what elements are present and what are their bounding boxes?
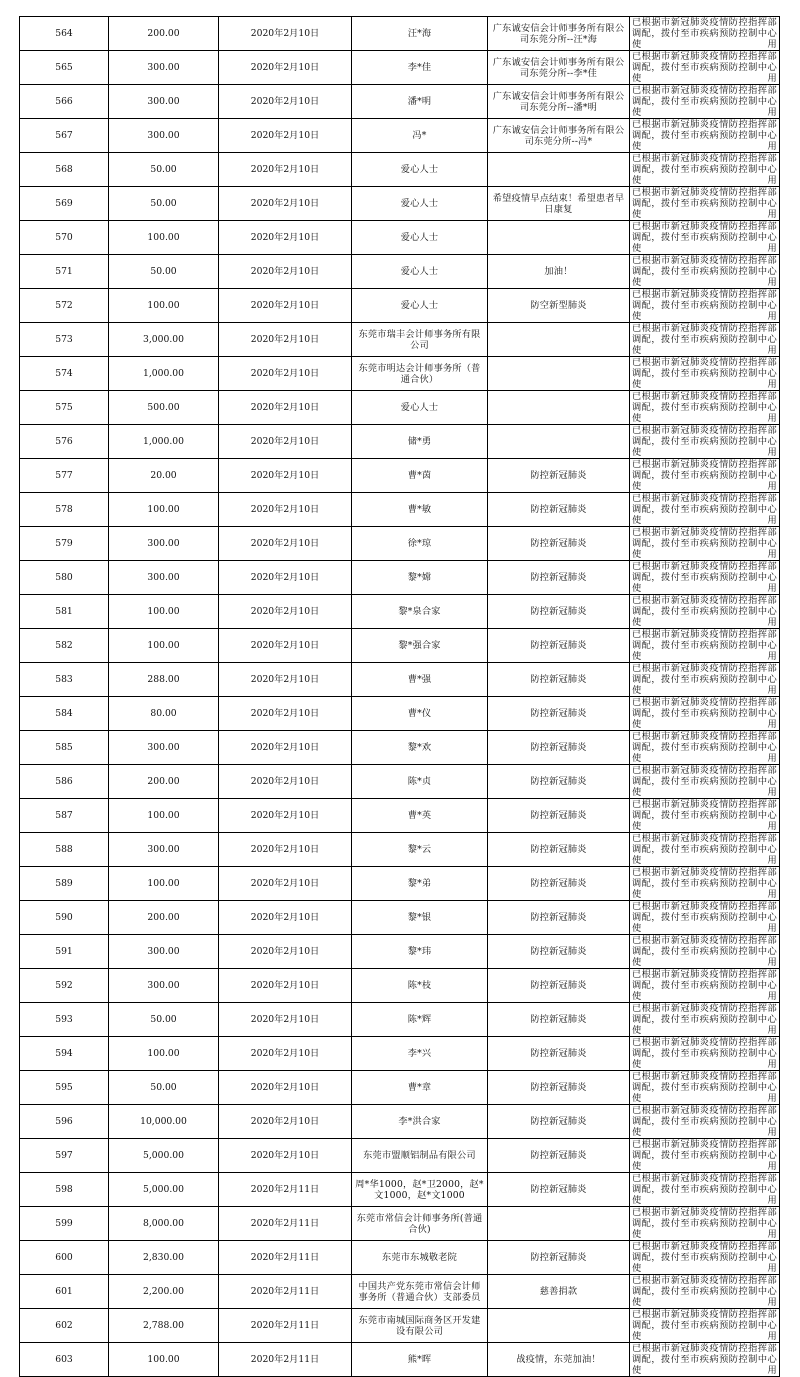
- donor-name-cell: 陈*辉: [352, 1003, 488, 1037]
- donation-amount-cell: 2,200.00: [109, 1275, 219, 1309]
- serial-number-cell: 597: [20, 1139, 109, 1173]
- table-row: [20, 17, 780, 51]
- table-row: [20, 1105, 780, 1139]
- donor-message-cell: 防控新冠肺炎: [488, 1105, 630, 1139]
- donation-date-cell: 2020年2月11日: [219, 1241, 352, 1275]
- fund-usage-cell: 已根据市新冠肺炎疫情防控指挥部调配，拨付至市疾病预防控制中心使用: [630, 901, 780, 935]
- donor-name-cell: 曹*强: [352, 663, 488, 697]
- donation-date-cell: 2020年2月10日: [219, 1139, 352, 1173]
- donation-date-cell: 2020年2月10日: [219, 391, 352, 425]
- table-row: [20, 1343, 780, 1377]
- serial-number-cell: 598: [20, 1173, 109, 1207]
- serial-number-cell: 587: [20, 799, 109, 833]
- donor-name-cell: 东莞市南城国际商务区开发建设有限公司: [352, 1309, 488, 1343]
- donation-date-cell: 2020年2月10日: [219, 833, 352, 867]
- donor-message-cell: 防控新冠肺炎: [488, 663, 630, 697]
- donation-date-cell: 2020年2月10日: [219, 493, 352, 527]
- donation-amount-cell: 80.00: [109, 697, 219, 731]
- table-row: [20, 51, 780, 85]
- donation-date-cell: 2020年2月11日: [219, 1343, 352, 1377]
- table-row: [20, 969, 780, 1003]
- donation-amount-cell: 300.00: [109, 119, 219, 153]
- serial-number-cell: 582: [20, 629, 109, 663]
- fund-usage-cell: 已根据市新冠肺炎疫情防控指挥部调配，拨付至市疾病预防控制中心使用: [630, 85, 780, 119]
- table-row: [20, 1241, 780, 1275]
- donation-ledger-table: [19, 16, 780, 1377]
- fund-usage-cell: 已根据市新冠肺炎疫情防控指挥部调配，拨付至市疾病预防控制中心使用: [630, 1173, 780, 1207]
- donation-date-cell: 2020年2月10日: [219, 1071, 352, 1105]
- donation-amount-cell: 100.00: [109, 221, 219, 255]
- table-row: [20, 1071, 780, 1105]
- donation-date-cell: 2020年2月11日: [219, 1275, 352, 1309]
- donation-amount-cell: 50.00: [109, 1003, 219, 1037]
- donation-amount-cell: 50.00: [109, 187, 219, 221]
- donor-message-cell: 防控新冠肺炎: [488, 969, 630, 1003]
- donor-name-cell: 黎*玮: [352, 935, 488, 969]
- donor-name-cell: 周*华1000，赵*卫2000，赵*文1000，赵*文1000: [352, 1173, 488, 1207]
- donor-name-cell: 东莞市东城敬老院: [352, 1241, 488, 1275]
- donor-name-cell: 黎*云: [352, 833, 488, 867]
- serial-number-cell: 574: [20, 357, 109, 391]
- donation-date-cell: 2020年2月10日: [219, 595, 352, 629]
- serial-number-cell: 565: [20, 51, 109, 85]
- donor-message-cell: [488, 425, 630, 459]
- donation-amount-cell: 300.00: [109, 833, 219, 867]
- donation-amount-cell: 100.00: [109, 493, 219, 527]
- fund-usage-cell: 已根据市新冠肺炎疫情防控指挥部调配，拨付至市疾病预防控制中心使用: [630, 1207, 780, 1241]
- donor-message-cell: [488, 1309, 630, 1343]
- donation-amount-cell: 50.00: [109, 1071, 219, 1105]
- donation-date-cell: 2020年2月10日: [219, 799, 352, 833]
- donation-amount-cell: 288.00: [109, 663, 219, 697]
- fund-usage-cell: 已根据市新冠肺炎疫情防控指挥部调配，拨付至市疾病预防控制中心使用: [630, 119, 780, 153]
- table-row: [20, 187, 780, 221]
- donor-message-cell: [488, 1207, 630, 1241]
- table-row: [20, 629, 780, 663]
- fund-usage-cell: 已根据市新冠肺炎疫情防控指挥部调配，拨付至市疾病预防控制中心使用: [630, 731, 780, 765]
- donation-date-cell: 2020年2月10日: [219, 561, 352, 595]
- donation-amount-cell: 1,000.00: [109, 357, 219, 391]
- table-row: [20, 527, 780, 561]
- donation-date-cell: 2020年2月10日: [219, 1105, 352, 1139]
- table-row: [20, 799, 780, 833]
- donation-date-cell: 2020年2月10日: [219, 425, 352, 459]
- fund-usage-cell: 已根据市新冠肺炎疫情防控指挥部调配，拨付至市疾病预防控制中心使用: [630, 1309, 780, 1343]
- donor-name-cell: 曹*茵: [352, 459, 488, 493]
- donation-date-cell: 2020年2月10日: [219, 527, 352, 561]
- serial-number-cell: 581: [20, 595, 109, 629]
- fund-usage-cell: 已根据市新冠肺炎疫情防控指挥部调配，拨付至市疾病预防控制中心使用: [630, 255, 780, 289]
- donor-name-cell: 储*勇: [352, 425, 488, 459]
- donor-name-cell: 熊*晖: [352, 1343, 488, 1377]
- serial-number-cell: 577: [20, 459, 109, 493]
- donation-amount-cell: 5,000.00: [109, 1139, 219, 1173]
- donor-name-cell: 爱心人士: [352, 153, 488, 187]
- donation-amount-cell: 300.00: [109, 935, 219, 969]
- serial-number-cell: 596: [20, 1105, 109, 1139]
- table-row: [20, 85, 780, 119]
- donor-message-cell: [488, 221, 630, 255]
- donor-message-cell: 防控新冠肺炎: [488, 731, 630, 765]
- fund-usage-cell: 已根据市新冠肺炎疫情防控指挥部调配，拨付至市疾病预防控制中心使用: [630, 1037, 780, 1071]
- serial-number-cell: 575: [20, 391, 109, 425]
- table-row: [20, 255, 780, 289]
- donor-message-cell: [488, 391, 630, 425]
- donation-amount-cell: 300.00: [109, 969, 219, 1003]
- table-row: [20, 833, 780, 867]
- serial-number-cell: 599: [20, 1207, 109, 1241]
- donation-date-cell: 2020年2月11日: [219, 1309, 352, 1343]
- donor-message-cell: 防控新冠肺炎: [488, 833, 630, 867]
- donation-amount-cell: 3,000.00: [109, 323, 219, 357]
- table-row: [20, 663, 780, 697]
- fund-usage-cell: 已根据市新冠肺炎疫情防控指挥部调配，拨付至市疾病预防控制中心使用: [630, 323, 780, 357]
- donor-name-cell: 曹*英: [352, 799, 488, 833]
- fund-usage-cell: 已根据市新冠肺炎疫情防控指挥部调配，拨付至市疾病预防控制中心使用: [630, 17, 780, 51]
- donor-message-cell: 防控新冠肺炎: [488, 1241, 630, 1275]
- fund-usage-cell: 已根据市新冠肺炎疫情防控指挥部调配，拨付至市疾病预防控制中心使用: [630, 1343, 780, 1377]
- donation-date-cell: 2020年2月10日: [219, 221, 352, 255]
- donation-amount-cell: 300.00: [109, 85, 219, 119]
- donor-name-cell: 陈*枝: [352, 969, 488, 1003]
- fund-usage-cell: 已根据市新冠肺炎疫情防控指挥部调配，拨付至市疾病预防控制中心使用: [630, 221, 780, 255]
- serial-number-cell: 579: [20, 527, 109, 561]
- donation-amount-cell: 100.00: [109, 1037, 219, 1071]
- serial-number-cell: 570: [20, 221, 109, 255]
- donation-date-cell: 2020年2月10日: [219, 51, 352, 85]
- donor-name-cell: 黎*嫦: [352, 561, 488, 595]
- fund-usage-cell: 已根据市新冠肺炎疫情防控指挥部调配，拨付至市疾病预防控制中心使用: [630, 799, 780, 833]
- serial-number-cell: 593: [20, 1003, 109, 1037]
- donor-message-cell: 防控新冠肺炎: [488, 799, 630, 833]
- donation-amount-cell: 100.00: [109, 1343, 219, 1377]
- table-row: [20, 1003, 780, 1037]
- fund-usage-cell: 已根据市新冠肺炎疫情防控指挥部调配，拨付至市疾病预防控制中心使用: [630, 1003, 780, 1037]
- serial-number-cell: 603: [20, 1343, 109, 1377]
- fund-usage-cell: 已根据市新冠肺炎疫情防控指挥部调配，拨付至市疾病预防控制中心使用: [630, 663, 780, 697]
- donor-message-cell: 防控新冠肺炎: [488, 493, 630, 527]
- donation-date-cell: 2020年2月10日: [219, 153, 352, 187]
- donor-message-cell: [488, 323, 630, 357]
- serial-number-cell: 564: [20, 17, 109, 51]
- fund-usage-cell: 已根据市新冠肺炎疫情防控指挥部调配，拨付至市疾病预防控制中心使用: [630, 527, 780, 561]
- fund-usage-cell: 已根据市新冠肺炎疫情防控指挥部调配，拨付至市疾病预防控制中心使用: [630, 153, 780, 187]
- ledger-body: [20, 17, 780, 1377]
- fund-usage-cell: 已根据市新冠肺炎疫情防控指挥部调配，拨付至市疾病预防控制中心使用: [630, 969, 780, 1003]
- table-row: [20, 1037, 780, 1071]
- serial-number-cell: 585: [20, 731, 109, 765]
- donation-date-cell: 2020年2月10日: [219, 357, 352, 391]
- donation-amount-cell: 20.00: [109, 459, 219, 493]
- fund-usage-cell: 已根据市新冠肺炎疫情防控指挥部调配，拨付至市疾病预防控制中心使用: [630, 765, 780, 799]
- donation-amount-cell: 2,830.00: [109, 1241, 219, 1275]
- donation-date-cell: 2020年2月10日: [219, 119, 352, 153]
- donation-amount-cell: 100.00: [109, 629, 219, 663]
- donation-amount-cell: 1,000.00: [109, 425, 219, 459]
- donor-name-cell: 黎*弟: [352, 867, 488, 901]
- donor-message-cell: 广东诚安信会计师事务所有限公司东莞分所--冯*: [488, 119, 630, 153]
- serial-number-cell: 602: [20, 1309, 109, 1343]
- donor-name-cell: 爱心人士: [352, 187, 488, 221]
- table-row: [20, 867, 780, 901]
- serial-number-cell: 583: [20, 663, 109, 697]
- donor-name-cell: 爱心人士: [352, 391, 488, 425]
- fund-usage-cell: 已根据市新冠肺炎疫情防控指挥部调配，拨付至市疾病预防控制中心使用: [630, 935, 780, 969]
- table-row: [20, 935, 780, 969]
- donor-name-cell: 陈*贞: [352, 765, 488, 799]
- donor-message-cell: 广东诚安信会计师事务所有限公司东莞分所--汪*海: [488, 17, 630, 51]
- fund-usage-cell: 已根据市新冠肺炎疫情防控指挥部调配，拨付至市疾病预防控制中心使用: [630, 867, 780, 901]
- serial-number-cell: 586: [20, 765, 109, 799]
- table-row: [20, 119, 780, 153]
- table-row: [20, 1173, 780, 1207]
- fund-usage-cell: 已根据市新冠肺炎疫情防控指挥部调配，拨付至市疾病预防控制中心使用: [630, 629, 780, 663]
- fund-usage-cell: 已根据市新冠肺炎疫情防控指挥部调配，拨付至市疾病预防控制中心使用: [630, 357, 780, 391]
- donation-date-cell: 2020年2月10日: [219, 1003, 352, 1037]
- donation-date-cell: 2020年2月10日: [219, 323, 352, 357]
- donation-date-cell: 2020年2月10日: [219, 289, 352, 323]
- donor-name-cell: 李*洪合家: [352, 1105, 488, 1139]
- serial-number-cell: 568: [20, 153, 109, 187]
- donor-name-cell: 冯*: [352, 119, 488, 153]
- donation-date-cell: 2020年2月11日: [219, 1207, 352, 1241]
- donor-name-cell: 东莞市瑞丰会计师事务所有限公司: [352, 323, 488, 357]
- table-row: [20, 765, 780, 799]
- donor-message-cell: 防控新冠肺炎: [488, 697, 630, 731]
- donor-name-cell: 东莞市常信会计师事务所(普通合伙): [352, 1207, 488, 1241]
- donor-message-cell: 希望疫情早点结束！希望患者早日康复: [488, 187, 630, 221]
- donor-name-cell: 徐*琼: [352, 527, 488, 561]
- donor-message-cell: 防控新冠肺炎: [488, 867, 630, 901]
- table-row: [20, 901, 780, 935]
- serial-number-cell: 573: [20, 323, 109, 357]
- table-row: [20, 1275, 780, 1309]
- fund-usage-cell: 已根据市新冠肺炎疫情防控指挥部调配，拨付至市疾病预防控制中心使用: [630, 561, 780, 595]
- donor-name-cell: 曹*敏: [352, 493, 488, 527]
- donor-name-cell: 东莞市明达会计师事务所（普通合伙）: [352, 357, 488, 391]
- fund-usage-cell: 已根据市新冠肺炎疫情防控指挥部调配，拨付至市疾病预防控制中心使用: [630, 425, 780, 459]
- serial-number-cell: 566: [20, 85, 109, 119]
- table-row: [20, 493, 780, 527]
- donor-name-cell: 黎*强合家: [352, 629, 488, 663]
- donor-message-cell: 防控新冠肺炎: [488, 595, 630, 629]
- donor-name-cell: 曹*仪: [352, 697, 488, 731]
- donation-date-cell: 2020年2月10日: [219, 867, 352, 901]
- serial-number-cell: 589: [20, 867, 109, 901]
- table-row: [20, 153, 780, 187]
- donation-amount-cell: 500.00: [109, 391, 219, 425]
- serial-number-cell: 576: [20, 425, 109, 459]
- table-row: [20, 323, 780, 357]
- donor-message-cell: 加油！: [488, 255, 630, 289]
- serial-number-cell: 588: [20, 833, 109, 867]
- table-row: [20, 697, 780, 731]
- donation-amount-cell: 300.00: [109, 731, 219, 765]
- serial-number-cell: 578: [20, 493, 109, 527]
- serial-number-cell: 594: [20, 1037, 109, 1071]
- fund-usage-cell: 已根据市新冠肺炎疫情防控指挥部调配，拨付至市疾病预防控制中心使用: [630, 697, 780, 731]
- table-row: [20, 595, 780, 629]
- donor-name-cell: 潘*明: [352, 85, 488, 119]
- table-row: [20, 1139, 780, 1173]
- donor-message-cell: 防控新冠肺炎: [488, 629, 630, 663]
- fund-usage-cell: 已根据市新冠肺炎疫情防控指挥部调配，拨付至市疾病预防控制中心使用: [630, 51, 780, 85]
- donor-name-cell: 黎*银: [352, 901, 488, 935]
- donation-amount-cell: 200.00: [109, 17, 219, 51]
- table-row: [20, 1207, 780, 1241]
- table-row: [20, 357, 780, 391]
- donation-amount-cell: 200.00: [109, 901, 219, 935]
- serial-number-cell: 567: [20, 119, 109, 153]
- donation-date-cell: 2020年2月10日: [219, 765, 352, 799]
- serial-number-cell: 571: [20, 255, 109, 289]
- donor-message-cell: 防控新冠肺炎: [488, 935, 630, 969]
- donation-date-cell: 2020年2月10日: [219, 697, 352, 731]
- donation-date-cell: 2020年2月10日: [219, 663, 352, 697]
- fund-usage-cell: 已根据市新冠肺炎疫情防控指挥部调配，拨付至市疾病预防控制中心使用: [630, 391, 780, 425]
- donor-message-cell: 防控新冠肺炎: [488, 1003, 630, 1037]
- donation-date-cell: 2020年2月10日: [219, 969, 352, 1003]
- serial-number-cell: 580: [20, 561, 109, 595]
- donation-amount-cell: 50.00: [109, 153, 219, 187]
- table-row: [20, 1309, 780, 1343]
- fund-usage-cell: 已根据市新冠肺炎疫情防控指挥部调配，拨付至市疾病预防控制中心使用: [630, 595, 780, 629]
- donor-message-cell: 防控新冠肺炎: [488, 459, 630, 493]
- fund-usage-cell: 已根据市新冠肺炎疫情防控指挥部调配，拨付至市疾病预防控制中心使用: [630, 1275, 780, 1309]
- donor-name-cell: 黎*泉合家: [352, 595, 488, 629]
- donor-message-cell: 防控新冠肺炎: [488, 561, 630, 595]
- donor-name-cell: 李*佳: [352, 51, 488, 85]
- fund-usage-cell: 已根据市新冠肺炎疫情防控指挥部调配，拨付至市疾病预防控制中心使用: [630, 1105, 780, 1139]
- donation-amount-cell: 300.00: [109, 51, 219, 85]
- donor-message-cell: 防控新冠肺炎: [488, 1037, 630, 1071]
- donation-amount-cell: 8,000.00: [109, 1207, 219, 1241]
- donor-message-cell: [488, 153, 630, 187]
- donation-date-cell: 2020年2月11日: [219, 1173, 352, 1207]
- table-row: [20, 561, 780, 595]
- serial-number-cell: 590: [20, 901, 109, 935]
- donor-name-cell: 黎*欢: [352, 731, 488, 765]
- donation-date-cell: 2020年2月10日: [219, 1037, 352, 1071]
- donor-name-cell: 东莞市盟顺铝制品有限公司: [352, 1139, 488, 1173]
- fund-usage-cell: 已根据市新冠肺炎疫情防控指挥部调配，拨付至市疾病预防控制中心使用: [630, 1071, 780, 1105]
- donation-amount-cell: 100.00: [109, 867, 219, 901]
- donor-name-cell: 中国共产党东莞市常信会计师事务所（普通合伙）支部委员: [352, 1275, 488, 1309]
- serial-number-cell: 595: [20, 1071, 109, 1105]
- serial-number-cell: 601: [20, 1275, 109, 1309]
- donation-amount-cell: 200.00: [109, 765, 219, 799]
- serial-number-cell: 592: [20, 969, 109, 1003]
- table-row: [20, 391, 780, 425]
- donation-date-cell: 2020年2月10日: [219, 731, 352, 765]
- fund-usage-cell: 已根据市新冠肺炎疫情防控指挥部调配，拨付至市疾病预防控制中心使用: [630, 493, 780, 527]
- serial-number-cell: 569: [20, 187, 109, 221]
- donor-message-cell: 防控新冠肺炎: [488, 1139, 630, 1173]
- donor-message-cell: 慈善捐款: [488, 1275, 630, 1309]
- serial-number-cell: 600: [20, 1241, 109, 1275]
- donation-amount-cell: 100.00: [109, 595, 219, 629]
- serial-number-cell: 584: [20, 697, 109, 731]
- donation-amount-cell: 50.00: [109, 255, 219, 289]
- donor-message-cell: 防控新冠肺炎: [488, 765, 630, 799]
- donor-name-cell: 爱心人士: [352, 289, 488, 323]
- donation-date-cell: 2020年2月10日: [219, 459, 352, 493]
- donation-amount-cell: 100.00: [109, 799, 219, 833]
- table-row: [20, 731, 780, 765]
- fund-usage-cell: 已根据市新冠肺炎疫情防控指挥部调配，拨付至市疾病预防控制中心使用: [630, 459, 780, 493]
- donation-date-cell: 2020年2月10日: [219, 187, 352, 221]
- table-row: [20, 459, 780, 493]
- donation-date-cell: 2020年2月10日: [219, 935, 352, 969]
- donation-amount-cell: 300.00: [109, 527, 219, 561]
- donor-name-cell: 汪*海: [352, 17, 488, 51]
- donation-date-cell: 2020年2月10日: [219, 255, 352, 289]
- serial-number-cell: 591: [20, 935, 109, 969]
- donor-message-cell: 防控新冠肺炎: [488, 901, 630, 935]
- fund-usage-cell: 已根据市新冠肺炎疫情防控指挥部调配，拨付至市疾病预防控制中心使用: [630, 833, 780, 867]
- donation-amount-cell: 10,000.00: [109, 1105, 219, 1139]
- donor-name-cell: 李*兴: [352, 1037, 488, 1071]
- fund-usage-cell: 已根据市新冠肺炎疫情防控指挥部调配，拨付至市疾病预防控制中心使用: [630, 1241, 780, 1275]
- donation-date-cell: 2020年2月10日: [219, 17, 352, 51]
- table-row: [20, 289, 780, 323]
- donor-message-cell: 防控新冠肺炎: [488, 1173, 630, 1207]
- donor-message-cell: [488, 357, 630, 391]
- donation-amount-cell: 100.00: [109, 289, 219, 323]
- donor-message-cell: 广东诚安信会计师事务所有限公司东莞分所--李*佳: [488, 51, 630, 85]
- donor-name-cell: 爱心人士: [352, 255, 488, 289]
- table-row: [20, 221, 780, 255]
- fund-usage-cell: 已根据市新冠肺炎疫情防控指挥部调配，拨付至市疾病预防控制中心使用: [630, 289, 780, 323]
- donor-message-cell: 战疫情，东莞加油！: [488, 1343, 630, 1377]
- donor-message-cell: 防控新冠肺炎: [488, 1071, 630, 1105]
- serial-number-cell: 572: [20, 289, 109, 323]
- donation-amount-cell: 5,000.00: [109, 1173, 219, 1207]
- donation-date-cell: 2020年2月10日: [219, 901, 352, 935]
- donation-amount-cell: 300.00: [109, 561, 219, 595]
- fund-usage-cell: 已根据市新冠肺炎疫情防控指挥部调配，拨付至市疾病预防控制中心使用: [630, 1139, 780, 1173]
- donation-date-cell: 2020年2月10日: [219, 85, 352, 119]
- donor-message-cell: 防控新冠肺炎: [488, 527, 630, 561]
- donor-name-cell: 曹*章: [352, 1071, 488, 1105]
- donor-message-cell: 防空新型肺炎: [488, 289, 630, 323]
- fund-usage-cell: 已根据市新冠肺炎疫情防控指挥部调配，拨付至市疾病预防控制中心使用: [630, 187, 780, 221]
- donation-amount-cell: 2,788.00: [109, 1309, 219, 1343]
- donor-message-cell: 广东诚安信会计师事务所有限公司东莞分所--潘*明: [488, 85, 630, 119]
- table-row: [20, 425, 780, 459]
- donation-date-cell: 2020年2月10日: [219, 629, 352, 663]
- donor-name-cell: 爱心人士: [352, 221, 488, 255]
